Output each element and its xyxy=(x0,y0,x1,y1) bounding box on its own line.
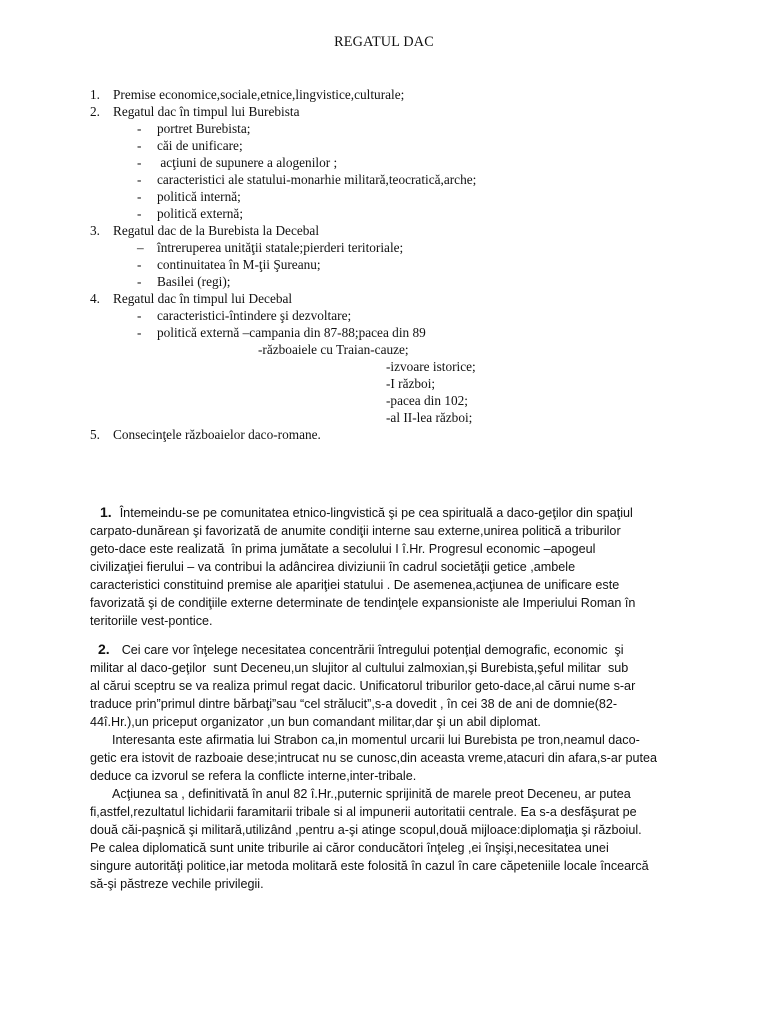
line-text: traduce prin”primul dintre bărbaţi”sau “cel strălucit”,s-a dovedit , în cei 38 de ani de domnie(82- xyxy=(90,697,618,711)
section-2 xyxy=(90,640,727,893)
outline-bullet: - xyxy=(137,189,142,204)
outline-item-number: 4. xyxy=(90,291,100,306)
paragraph-line xyxy=(90,821,727,839)
outline-subitem-text: portret Burebista; xyxy=(157,121,251,136)
outline-item xyxy=(0,86,768,103)
document-title: REGATUL DAC xyxy=(334,34,434,50)
line-text: geto-dace este realizată în prima jumătate a secolului I î.Hr. Progresul economic –apogeul xyxy=(90,542,596,556)
outline-item-text: Regatul dac în timpul lui Decebal xyxy=(113,291,293,306)
outline-subitem xyxy=(0,256,768,273)
line-text: Acţiunea sa , definitivată în anul 82 î.Hr.,puternic sprijinită de marele preot Deceneu, ar putea xyxy=(112,787,631,801)
outline-subitem-text: continuitatea în M-ţii Şureanu; xyxy=(157,257,321,272)
line-text: să-şi păstreze vechile privilegii. xyxy=(90,877,264,891)
paragraph-line xyxy=(90,576,727,594)
outline-bullet: - xyxy=(137,274,142,289)
outline-nested-text: -al II-lea război; xyxy=(386,410,473,425)
line-text: singure autorităţi politice,iar metoda molitară este folosită în cazul în care căpeteniile locale încearcă xyxy=(90,859,649,873)
outline-subitem xyxy=(0,137,768,154)
line-text: favorizată şi de condiţiile externe determinate de tendinţele expansioniste ale Imperiului Roman în xyxy=(90,596,636,610)
paragraph-line xyxy=(90,659,727,677)
outline-subitem-text: politică internă; xyxy=(157,189,241,204)
line-text: carpato-dunărean şi favorizată de anumite condiţii interne sau externe,unirea politică a triburilor xyxy=(90,524,621,538)
outline-subitem xyxy=(0,307,768,324)
paragraph-line xyxy=(90,857,727,875)
outline-subitem xyxy=(0,324,768,341)
paragraph-line xyxy=(90,594,727,612)
paragraph-line xyxy=(90,522,727,540)
line-text: caracteristici constituind premise ale apariţiei statului . De asemenea,acţiunea de unificare este xyxy=(90,578,620,592)
paragraph-line xyxy=(90,785,727,803)
outline-item-number: 1. xyxy=(90,87,100,102)
paragraph-line xyxy=(90,640,727,659)
line-text: Cei care vor înţelege necesitatea concentrării întregului potenţial demografic, economic şi xyxy=(121,643,624,657)
paragraph-line xyxy=(90,503,727,522)
outline-subitem xyxy=(0,273,768,290)
outline-item-number: 5. xyxy=(90,427,100,442)
outline-item xyxy=(0,426,768,443)
outline-item-text: Regatul dac de la Burebista la Decebal xyxy=(113,223,320,238)
outline-item-text: Regatul dac în timpul lui Burebista xyxy=(113,104,300,119)
outline-subitem-text: căi de unificare; xyxy=(157,138,243,153)
outline-item-text: Premise economice,sociale,etnice,lingvistice,culturale; xyxy=(113,87,405,102)
line-text: două căi-paşnică şi militară,utilizând ,pentru a-şi atinge scopul,două mijloace:diplomaţia şi războiul. xyxy=(90,823,642,837)
outline-nested-item xyxy=(0,409,768,426)
outline-subitem xyxy=(0,154,768,171)
outline-bullet: - xyxy=(137,257,142,272)
outline-item xyxy=(0,222,768,239)
outline-subitem-text: acţiuni de supunere a alogenilor ; xyxy=(157,155,338,170)
outline-nested-text: -izvoare istorice; xyxy=(386,359,476,374)
outline-bullet: - xyxy=(137,155,142,170)
outline-bullet: – xyxy=(137,240,144,255)
outline-bullet: - xyxy=(137,325,142,340)
outline-subitem-text: politică externă –campania din 87-88;pacea din 89 xyxy=(157,325,426,340)
line-text: al cărui sceptru se va realiza primul regat dacic. Unificatorul triburilor geto-dace,al cărui nume s-ar xyxy=(90,679,636,693)
paragraph-line xyxy=(90,875,727,893)
outline-subitem-continuation xyxy=(0,341,768,358)
outline-subitem-text: caracteristici ale statului-monarhie militară,teocratică,arche; xyxy=(157,172,477,187)
outline-nested-item xyxy=(0,358,768,375)
paragraph xyxy=(90,785,727,893)
outline-subitem xyxy=(0,120,768,137)
outline-bullet: - xyxy=(137,138,142,153)
outline-subitem xyxy=(0,188,768,205)
outline-subitem-text: Basilei (regi); xyxy=(157,274,231,289)
paragraph-line xyxy=(90,839,727,857)
paragraph xyxy=(90,503,727,630)
outline-nested-item xyxy=(0,375,768,392)
paragraph-line xyxy=(90,612,727,630)
paragraph xyxy=(90,731,727,785)
paragraph-line xyxy=(90,558,727,576)
line-text: Pe calea diplomatică sunt unite triburile ai căror conducători înţeleg ,ei înşişi,necesitatea unei xyxy=(90,841,609,855)
outline-nested-item xyxy=(0,392,768,409)
outline-nested-text: -I război; xyxy=(386,376,436,391)
line-text: militar al daco-geţilor sunt Deceneu,un slujitor al cultului zalmoxian,şi Burebista,şeful militar sub xyxy=(90,661,629,675)
paragraph-line xyxy=(90,803,727,821)
paragraph-line xyxy=(90,540,727,558)
outline-subitem xyxy=(0,205,768,222)
line-text: getic era istovit de razboaie dese;intrucat nu se cunosc,din aceasta vreme,atacuri din afara,s-ar putea xyxy=(90,751,658,765)
paragraph xyxy=(90,640,727,731)
outline-item xyxy=(0,290,768,307)
outline-subitem-text: întreruperea unităţii statale;pierderi teritoriale; xyxy=(157,240,404,255)
outline-continuation-text: -războaiele cu Traian-cauze; xyxy=(258,342,409,357)
section-number: 1. xyxy=(100,504,112,520)
paragraph-line xyxy=(90,677,727,695)
line-text: fi,astfel,rezultatul lichidarii faramitarii tribale si al impunerii autoritatii centrale. Ea s-a desfăşurat pe xyxy=(90,805,637,819)
paragraph-line xyxy=(90,731,727,749)
outline-subitem-text: politică externă; xyxy=(157,206,244,221)
line-text: Interesanta este afirmatia lui Strabon ca,in momentul urcarii lui Burebista pe tron,neamul daco- xyxy=(112,733,640,747)
line-text: teritoriile vest-pontice. xyxy=(90,614,213,628)
outline-bullet: - xyxy=(137,121,142,136)
outline-subitem xyxy=(0,171,768,188)
outline-item-text: Consecinţele războaielor daco-romane. xyxy=(113,427,321,442)
outline-item-number: 3. xyxy=(90,223,100,238)
line-text: civilizaţiei fierului – va contribui la adâncirea diviziunii în cadrul societăţii getice ,ambele xyxy=(90,560,576,574)
line-text: Întemeindu-se pe comunitatea etnico-lingvistică şi pe cea spirituală a daco-geţilor din spaţiul xyxy=(119,506,633,520)
section-number: 2. xyxy=(98,641,110,657)
line-text: deduce ca izvorul se refera la conflicte interne,inter-tribale. xyxy=(90,769,417,783)
outline-bullet: - xyxy=(137,172,142,187)
outline-subitem xyxy=(0,239,768,256)
outline-nested-text: -pacea din 102; xyxy=(386,393,468,408)
outline-bullet: - xyxy=(137,308,142,323)
paragraph-line xyxy=(90,695,727,713)
outline-subitem-text: caracteristici-întindere şi dezvoltare; xyxy=(157,308,352,323)
paragraph-line xyxy=(90,767,727,785)
section-1 xyxy=(90,503,727,630)
outline-bullet: - xyxy=(137,206,142,221)
outline-item-number: 2. xyxy=(90,104,100,119)
paragraph-line xyxy=(90,713,727,731)
paragraph-line xyxy=(90,749,727,767)
outline-item xyxy=(0,103,768,120)
line-text: 44î.Hr.),un priceput organizator ,un bun comandant militar,dar şi un abil diplomat. xyxy=(90,715,541,729)
